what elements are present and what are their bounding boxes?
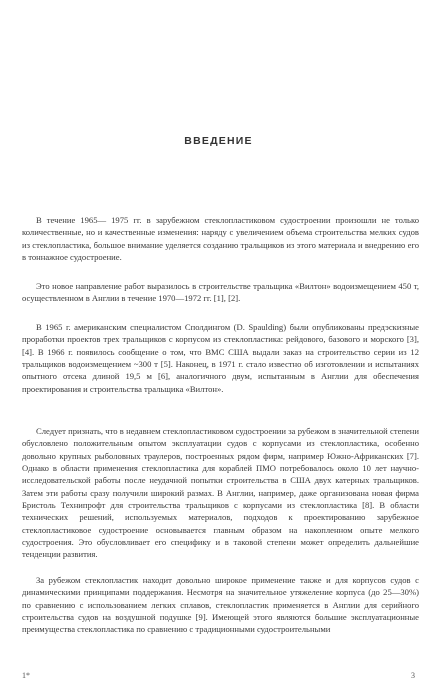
paragraph-2: Это новое направление работ выразилось в строительстве тральщика «Вилтон» водоизмещением 450 т, осуществленном в Англии в течение 1970—1972 гг. [1], [2].	[22, 281, 419, 304]
paragraph-5: За рубежом стеклопластик находит довольно широкое применение также и для корпусов судов с динамическими принципами поддержания. Несмотря на значительное утяжеление корпуса (до 25—30%) по сравнению с использованием легких сплавов, стеклопластик применяется в Англии для серийного строительства судов на воздушной подушке [9]. Имеющей этого являются большие эксплуатационные преимущества стеклопластика по сравнению с традиционными судостроительными	[22, 575, 419, 635]
footer-signature-mark: 1*	[22, 671, 30, 680]
paragraph-1: В течение 1965— 1975 гг. в зарубежном стеклопластиковом судостроении произошли не только количественные, но и качественные изменения: наряду с увеличением объема строительства мелких судов из стеклопластика, большое внимание уделяется созданию тральщиков из этого материала и внедрению его в тоннажное судостроение.	[22, 215, 419, 263]
paragraph-3: В 1965 г. американским специалистом Сполдингом (D. Spaulding) были опубликованы предэскизные проработки проектов трех тральщиков с корпусом из стеклопластика: рейдового, базового и морского [3], [4]. В 1966 г. появилось сообщение о том, что ВМС США выдали заказ на строительство серии из 12 тральщиков водоизмещением ~300 т [5]. Наконец, в 1971 г. стало известно об изготовлении и испытаниях опытного отсека длиной 19,5 м [6], аналогичного двум, испытанным в Англии для обеспечения проектирования и строительства тральщика «Вилтон».	[22, 322, 419, 394]
page-number: 3	[411, 671, 415, 680]
page-title: ВВЕДЕНИЕ	[184, 135, 253, 147]
paragraph-4: Следует признать, что в недавнем стеклопластиковом судостроении за рубежом в значительной степени обусловлено положительным опытом эксплуатации судов с корпусами из стеклопластика, особенно довольно крупных рыболовных траулеров, построенных рядом фирм, например Южно-Африканских [7]. Однако в области применения стеклопластика для кораблей ПМО потребовалось около 10 лет научно-исследовательской работы после неудачной попытки строительства в США двух катерных тральщиков. Затем эти работы сразу получили широкий размах. В Англии, например, даже организована новая фирма Бристоль Технипрофт для строительства тральщиков с корпусами из стеклопластика [8]. В области технических решений, используемых материалов, подходов к проектированию зарубежное стеклопластиковое судостроение основывается главным образом на накопленном опыте мелкого судостроения. Это обусловливает его специфику и в таковой степени может определить дальнейшие тенденции развития.	[22, 426, 419, 560]
